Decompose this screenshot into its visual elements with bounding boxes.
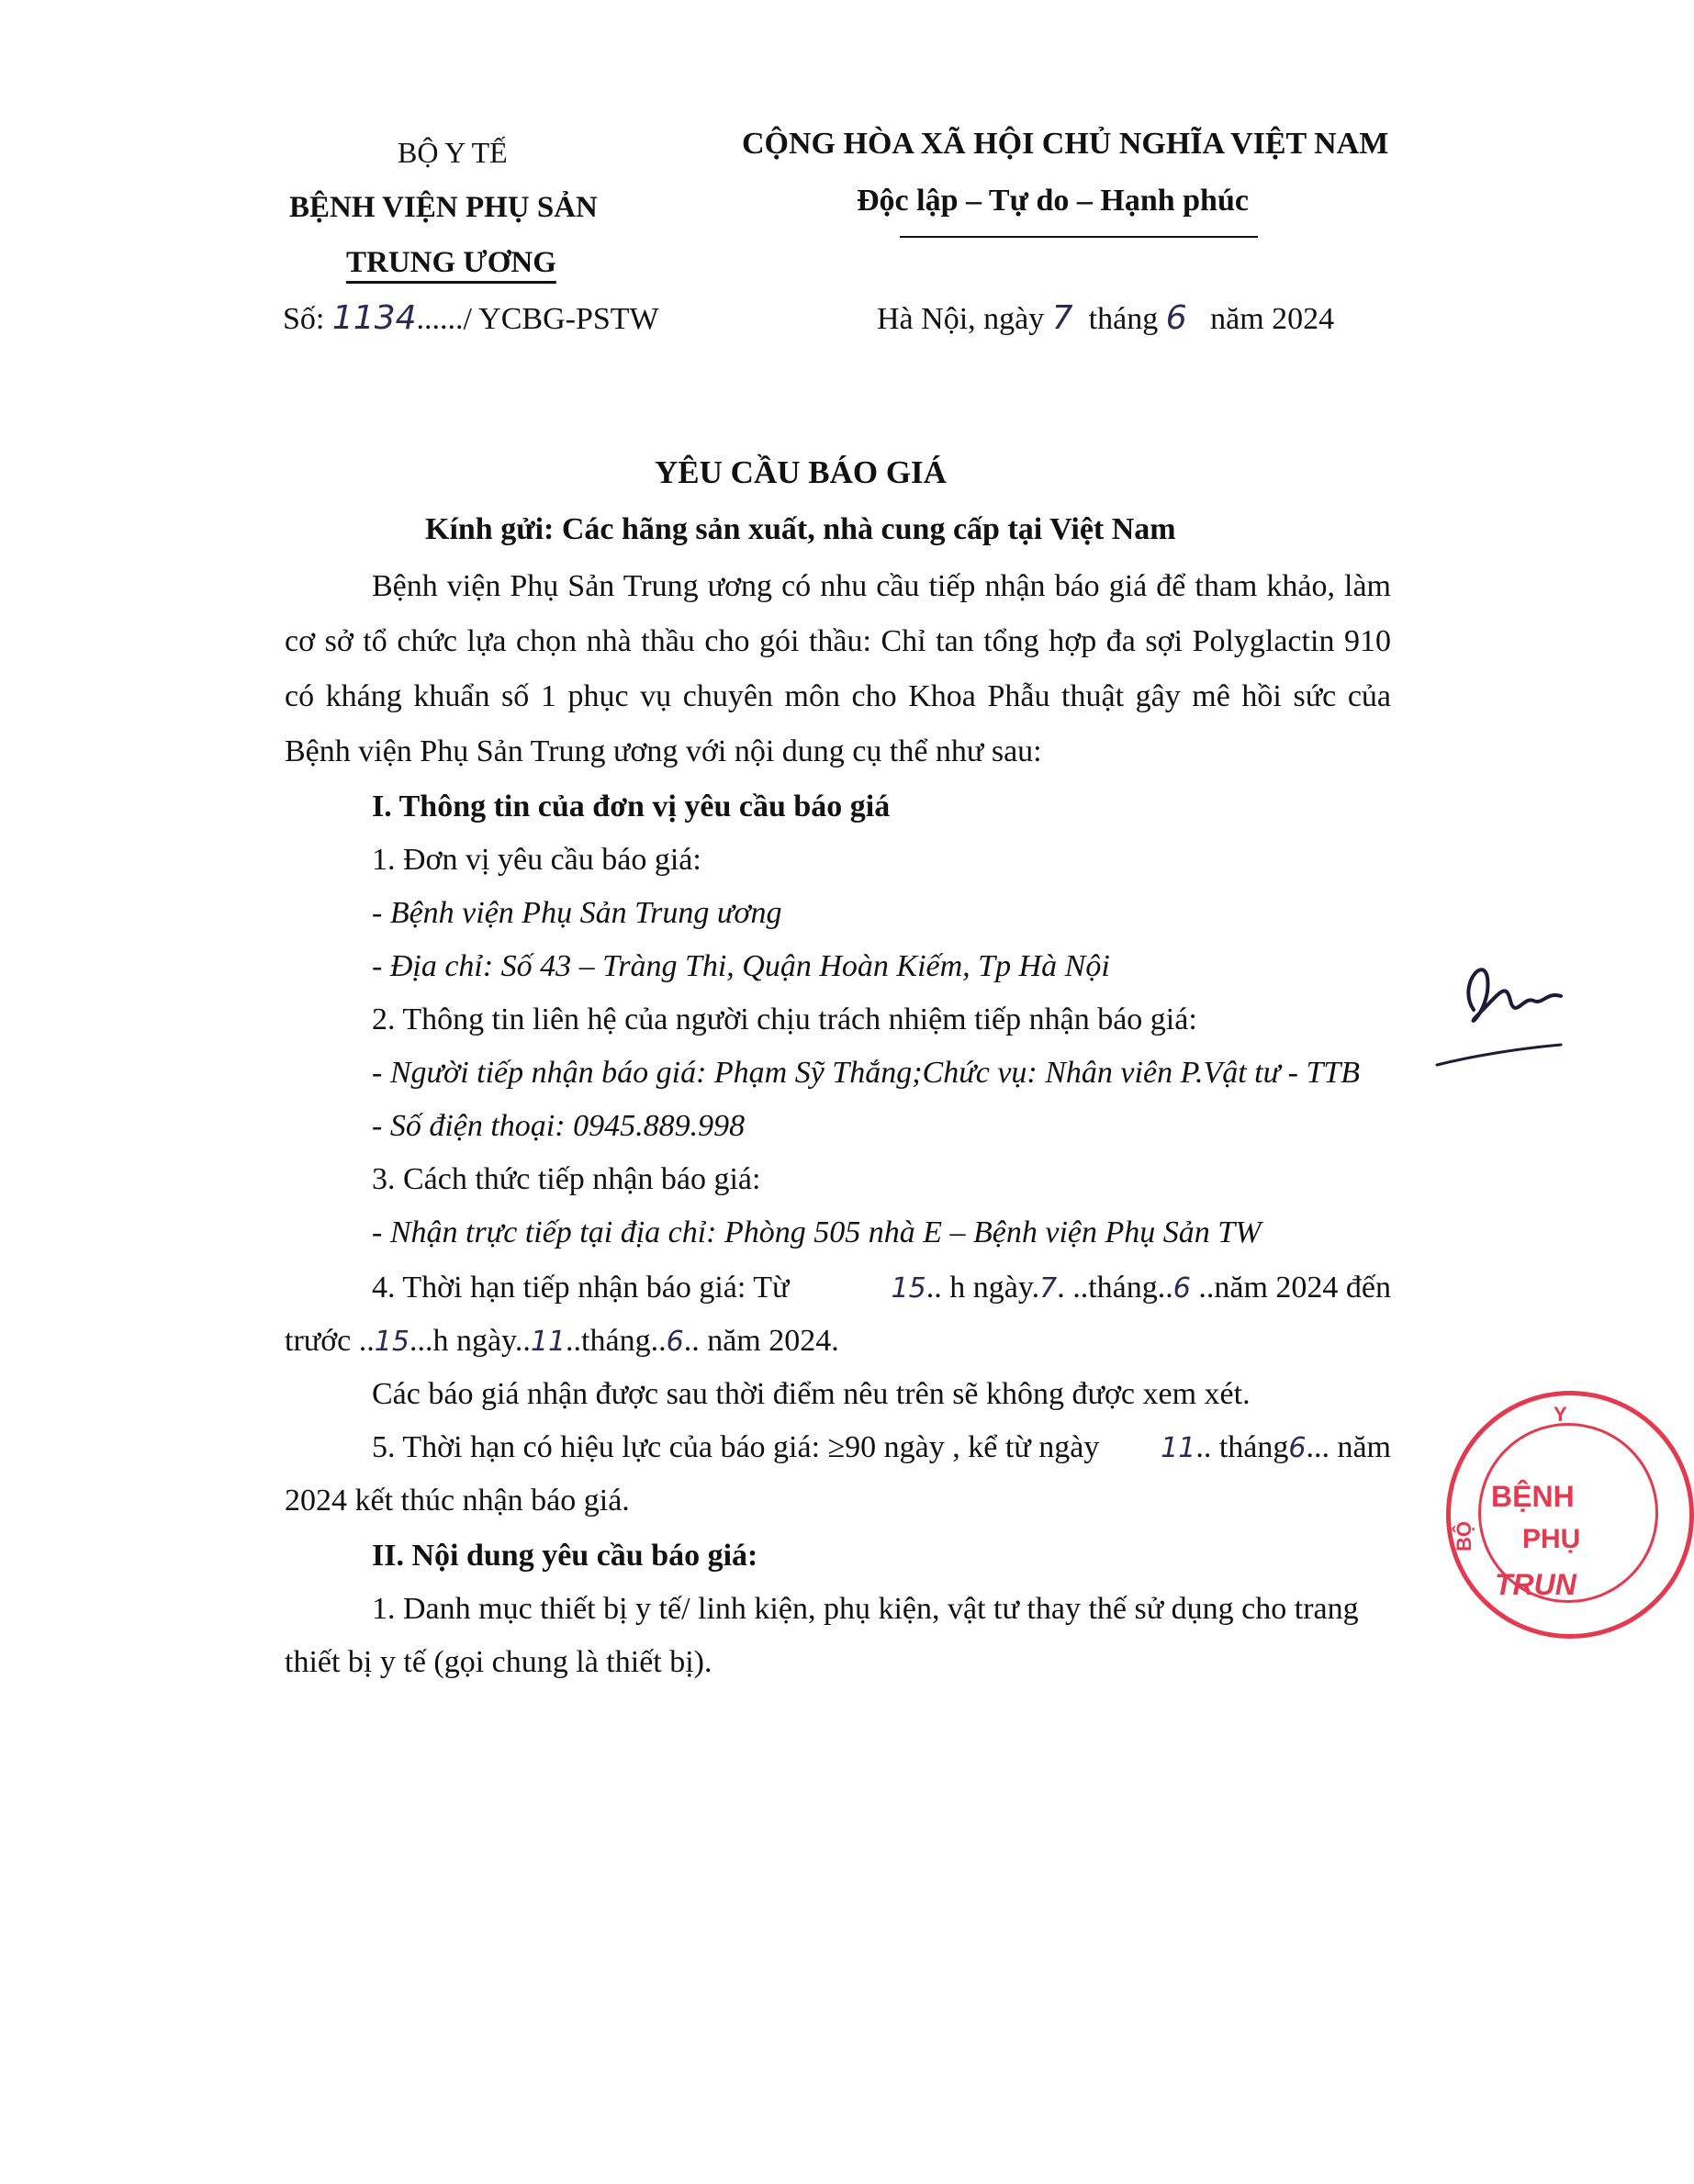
doc-no-prefix: Số: (283, 302, 325, 336)
ministry-name: BỘ Y TẾ (398, 136, 508, 169)
section-1-heading: I. Thông tin của đơn vị yêu cầu báo giá (372, 790, 891, 823)
date-month: 6 (1165, 299, 1187, 337)
intro-line-3: có kháng khuẩn số 1 phục vụ chuyên môn cho Khoa Phẫu thuật gây mê hồi sức của (285, 679, 1391, 713)
section-1-receive-method: - Nhận trực tiếp tại địa chỉ: Phòng 505 nhà E – Bệnh viện Phụ Sản TW (372, 1215, 1262, 1249)
section-1-item-5-line-2: 2024 kết thúc nhận báo giá. (285, 1484, 630, 1518)
date-year: năm 2024 (1210, 302, 1335, 336)
section-1-contact-person: - Người tiếp nhận báo giá: Phạm Sỹ Thắng;Chức vụ: Nhân viên P.Vật tư - TTB (372, 1056, 1361, 1090)
section-1-item-1-label: 1. Đơn vị yêu cầu báo giá: (372, 843, 701, 877)
intro-line-1: Bệnh viện Phụ Sản Trung ương có nhu cầu tiếp nhận báo giá để tham khảo, làm (372, 569, 1391, 603)
item4-text-8: .. năm 2024. (683, 1324, 839, 1358)
stamp-line-3: TRUN (1495, 1568, 1576, 1601)
official-stamp (1446, 1391, 1694, 1639)
national-motto: Độc lập – Tự do – Hạnh phúc (857, 184, 1249, 218)
stamp-side-char: BỘ (1453, 1521, 1475, 1551)
item4-text-5: trước .. (285, 1324, 375, 1358)
date-month-label: tháng (1088, 302, 1159, 336)
item4-text-6: ...h ngày.. (409, 1324, 531, 1358)
signature-mark (1437, 927, 1561, 1074)
hospital-name-line2: TRUNG ƯƠNG (346, 246, 556, 279)
section-1-requester-name: - Bệnh viện Phụ Sản Trung ương (372, 896, 782, 930)
stamp-top-char: Y (1554, 1403, 1567, 1426)
hospital-name-line1: BỆNH VIỆN PHỤ SẢN (289, 191, 598, 224)
item4-month-end: 6 (666, 1326, 684, 1358)
date-prefix: Hà Nội, ngày (877, 302, 1045, 336)
section-1-contact-phone: - Số điện thoại: 0945.889.998 (372, 1109, 746, 1143)
section-2-heading: II. Nội dung yêu cầu báo giá: (372, 1539, 758, 1573)
doc-no-handwritten: 1134 (331, 299, 417, 337)
late-submission-note: Các báo giá nhận được sau thời điểm nêu trên sẽ không được xem xét. (372, 1377, 1251, 1411)
recipient-line: Kính gửi: Các hãng sản xuất, nhà cung cấp tại Việt Nam (425, 512, 1176, 546)
item5-month: 6 (1288, 1432, 1307, 1464)
item4-hour-start: 15 (891, 1272, 926, 1305)
intro-line-4: Bệnh viện Phụ Sản Trung ương với nội dung cụ thể như sau: (285, 734, 1042, 768)
document-number (283, 299, 659, 337)
item4-text-7: ..tháng.. (566, 1324, 667, 1358)
issue-date (877, 299, 1334, 337)
section-1-item-3-label: 3. Cách thức tiếp nhận báo giá: (372, 1162, 761, 1196)
item5-text-1: 5. Thời hạn có hiệu lực của báo giá: ≥90 ngày , kể từ ngày (372, 1430, 1100, 1464)
doc-no-suffix: ....../ YCBG-PSTW (416, 302, 659, 336)
motto-underline (900, 236, 1258, 238)
stamp-line-2: PHỤ (1522, 1524, 1581, 1554)
stamp-line-1: BỆNH (1491, 1480, 1575, 1513)
section-1-item-4-line-2 (285, 1324, 839, 1359)
document-title: YÊU CẦU BÁO GIÁ (655, 454, 947, 490)
section-2-item-1-line-2: thiết bị y tế (gọi chung là thiết bị). (285, 1645, 712, 1679)
item4-day-start: 7 (1039, 1272, 1058, 1305)
section-2-item-1-line-1: 1. Danh mục thiết bị y tế/ linh kiện, phụ kiện, vật tư thay thế sử dụng cho trang (372, 1592, 1359, 1626)
item4-month-start: 6 (1172, 1272, 1191, 1305)
section-1-requester-address: - Địa chỉ: Số 43 – Tràng Thi, Quận Hoàn Kiếm, Tp Hà Nội (372, 949, 1110, 983)
item5-text-3: ... năm (1306, 1430, 1391, 1464)
section-1-item-4-line-1 (372, 1271, 1391, 1305)
item4-text-4: ..năm 2024 đến (1190, 1271, 1391, 1305)
item5-text-2: .. tháng (1195, 1430, 1289, 1464)
item4-day-end: 11 (530, 1326, 567, 1358)
item4-text-1: 4. Thời hạn tiếp nhận báo giá: Từ (372, 1271, 790, 1305)
date-day: 7 (1051, 299, 1073, 337)
intro-line-2: cơ sở tổ chức lựa chọn nhà thầu cho gói thầu: Chỉ tan tổng hợp đa sợi Polyglactin 910 (285, 624, 1391, 658)
item4-hour-end: 15 (374, 1326, 409, 1358)
section-1-item-2-label: 2. Thông tin liên hệ của người chịu trách nhiệm tiếp nhận báo giá: (372, 1002, 1197, 1036)
item5-day: 11 (1161, 1432, 1196, 1464)
country-name: CỘNG HÒA XÃ HỘI CHỦ NGHĨA VIỆT NAM (742, 127, 1389, 161)
item4-text-2: .. h ngày. (926, 1271, 1040, 1305)
section-1-item-5-line-1 (372, 1430, 1391, 1465)
item4-text-3: . ..tháng.. (1057, 1271, 1173, 1305)
